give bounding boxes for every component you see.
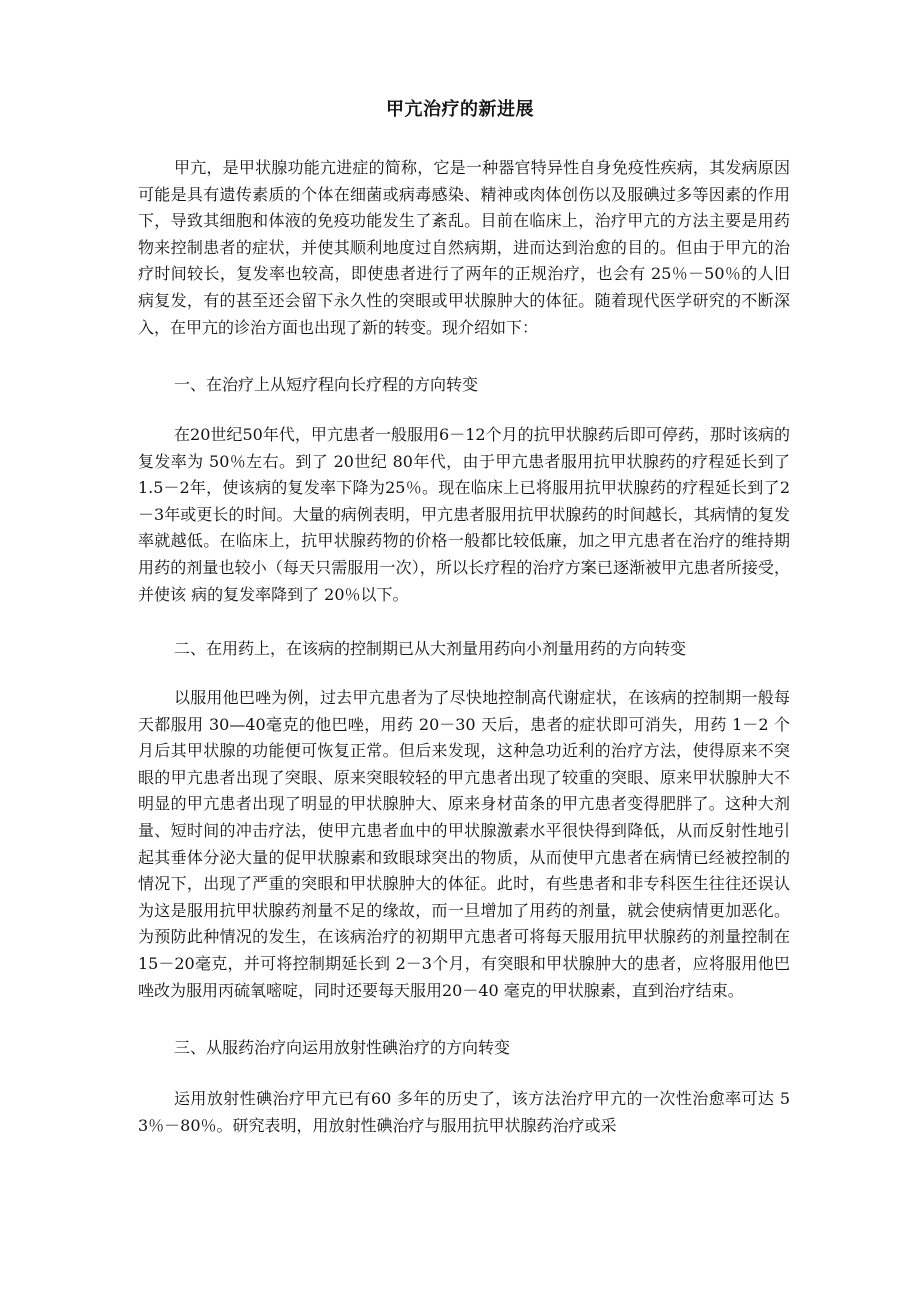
section-body-3: 运用放射性碘治疗甲亢已有60 多年的历史了，该方法治疗甲亢的一次性治愈率可达 53％－80％。研究表明，用放射性碘治疗与服用抗甲状腺药治疗或采 <box>138 1089 790 1135</box>
section-body-2: 以服用他巴唑为例，过去甲亢患者为了尽快地控制高代谢症状，在该病的控制期一般每天都服用 30—40毫克的他巴唑，用药 20－30 天后，患者的症状即可消失，用药 1－2 个月后其甲状腺的功能便可恢复正常。但后来发现，这种急功近利的治疗方法，使得原来不突眼的甲亢患者出现了突眼、原来突眼较轻的甲亢患者出现了较重的突眼、原来甲状腺肿大不明显的甲亢患者出现了明显的甲状腺肿大、原来身材苗条的甲亢患者变得肥胖了。这种大剂量、短时间的冲击疗法，使甲亢患者血中的甲状腺激素水平很快得到降低，从而反射性地引起其垂体分泌大量的促甲状腺素和致眼球突出的物质，从而使甲亢患者在病情已经被控制的情况下，出现了严重的突眼和甲状腺肿大的体征。此时，有些患者和非专科医生往往还误认为这是服用抗甲状腺药剂量不足的缘故，而一旦增加了用药的剂量，就会使病情更加恶化。为预防此种情况的发生，在该病治疗的初期甲亢患者可将每天服用抗甲状腺药的剂量控制在 15－20毫克，并可将控制期延长到 2－3个月，有突眼和甲状腺肿大的患者，应将服用他巴唑改为服用丙硫氧嘧啶，同时还要每天服用20－40 毫克的甲状腺素，直到治疗结束。 <box>138 688 790 1000</box>
section-heading-1: 一、在治疗上从短疗程向长疗程的方向转变 <box>174 375 479 394</box>
document-title: 甲亢治疗的新进展 <box>386 99 534 120</box>
intro-paragraph: 甲亢，是甲状腺功能亢进症的简称，它是一种器官特异性自身免疫性疾病，其发病原因可能是具有遗传素质的个体在细菌或病毒感染、精神或肉体创伤以及服碘过多等因素的作用下，导致其细胞和体液的免疫功能发生了紊乱。目前在临床上，治疗甲亢的方法主要是用药物来控制患者的症状，并使其顺利地度过自然病期，进而达到治愈的目的。但由于甲亢的治疗时间较长，复发率也较高，即使患者进行了两年的正规治疗，也会有 25％－50％的人旧病复发，有的甚至还会留下永久性的突眼或甲状腺肿大的体征。随着现代医学研究的不断深入，在甲亢的诊治方面也出现了新的转变。现介绍如下： <box>138 158 790 337</box>
section-body-1: 在20世纪50年代，甲亢患者一般服用6－12个月的抗甲状腺药后即可停药，那时该病的复发率为 50％左右。到了 20世纪 80年代，由于甲亢患者服用抗甲状腺药的疗程延长到了 1.5－2年，使该病的复发率下降为25％。现在临床上已将服用抗甲状腺药的疗程延长到了2－3年或更长的时间。大量的病例表明，甲亢患者服用抗甲状腺药的时间越长，其病情的复发率就越低。在临床上，抗甲状腺药物的价格一般都比较低廉，加之甲亢患者在治疗的维持期用药的剂量也较小（每天只需服用一次），所以长疗程的治疗方案已逐渐被甲亢患者所接受，并使该 病的复发率降到了 20％以下。 <box>138 425 790 604</box>
section-heading-2: 二、在用药上，在该病的控制期已从大剂量用药向小剂量用药的方向转变 <box>174 639 687 658</box>
section-heading-3: 三、从服药治疗向运用放射性碘治疗的方向转变 <box>174 1038 511 1057</box>
